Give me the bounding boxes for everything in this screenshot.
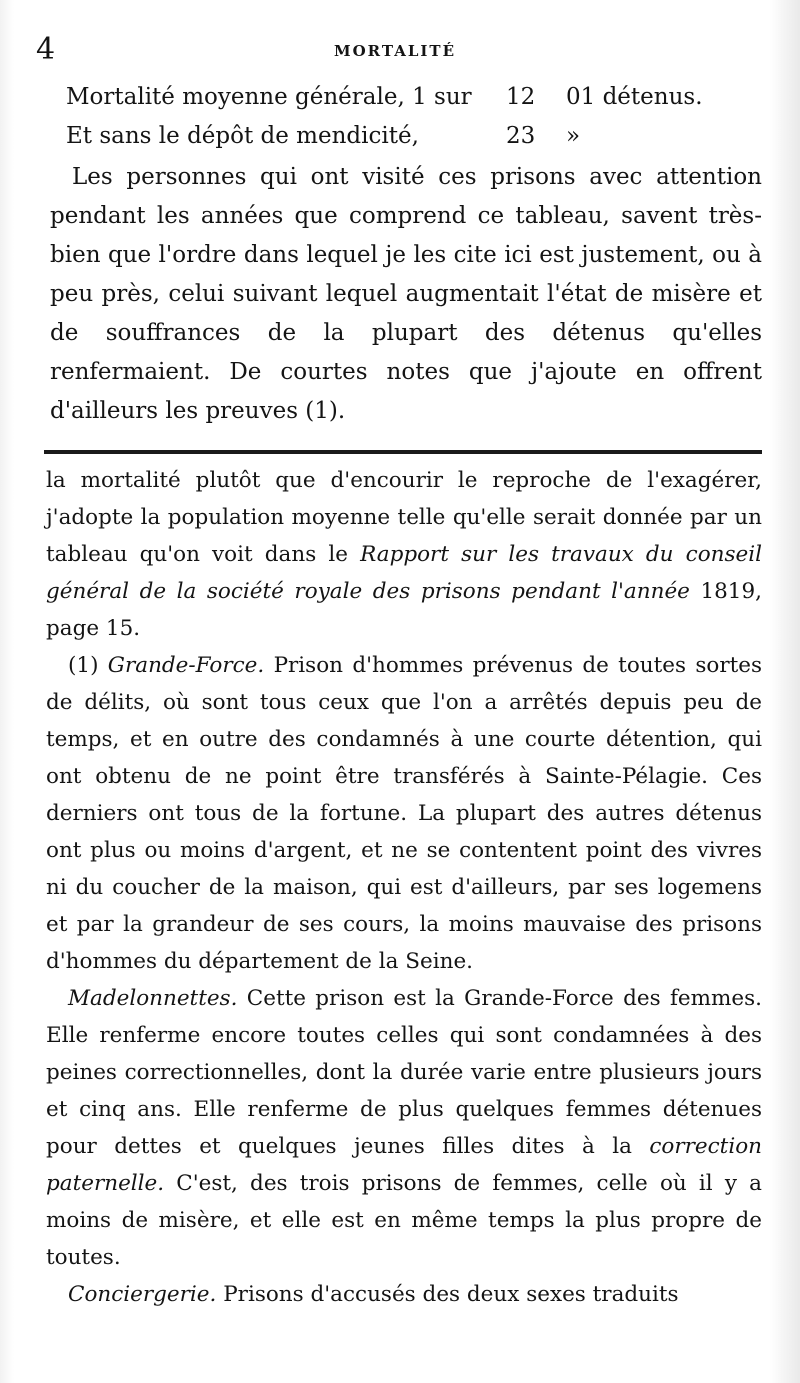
main-paragraph: Les personnes qui ont visité ces prisons avec attention pendant les années que comprend ce tableau, savent très-bien que l'ordre dans lequel je les cite ici est justement, ou à peu près, celui suivant lequel augmentait l'état de misère et de souffrances de la plupart des détenus qu'elles renfermaient. De courtes notes que j'ajoute en offrent d'ailleurs les preuves (1). (50, 164, 762, 424)
prison-name-grande-force: Grande-Force. (107, 653, 265, 678)
footnote-conciergerie (46, 1276, 762, 1313)
main-text (50, 78, 762, 431)
running-head: MORTALITÉ (333, 42, 456, 60)
madelonnettes-text-1: Cette prison est la Grande-Force des femmes. Elle renferme encore toutes celles qui sont condamnées à des peines correctionnelles, dont la durée varie entre plusieurs jours et cinq ans. Elle renferme de plus quelques femmes détenues pour dettes et quelques jeunes filles dites à la (46, 986, 762, 1159)
report-title: Rapport sur les travaux du conseil général de la société royale des prisons pendant l'année (46, 542, 762, 604)
footnotes (46, 462, 762, 1313)
summary-tail: » (566, 123, 581, 149)
footnote-rule (44, 450, 762, 454)
conciergerie-text: Prisons d'accusés des deux sexes traduits (216, 1282, 679, 1307)
summary-row-sans-depot (50, 117, 762, 156)
correction-paternelle: correction paternelle. (46, 1134, 762, 1196)
footnote-grande-force (46, 647, 762, 980)
summary-number: 23 (506, 123, 536, 149)
summary-label: Mortalité moyenne générale, 1 sur (66, 84, 472, 110)
continuation-text: la mortalité plutôt que d'encourir le reproche de l'exagérer, j'adopte la population moyenne telle qu'elle serait donnée par un tableau qu'on voit dans le (46, 468, 762, 567)
summary-label: Et sans le dépôt de mendicité, (66, 123, 419, 149)
madelonnettes-text-2: C'est, des trois prisons de femmes, celle où il y a moins de misère, et elle est en même temps la plus propre de toutes. (46, 1171, 762, 1270)
prison-name-madelonnettes: Madelonnettes. (68, 986, 238, 1011)
footnote-madelonnettes (46, 980, 762, 1276)
grande-force-text: Prison d'hommes prévenus de toutes sortes de délits, où sont tous ceux que l'on a arrêtés depuis peu de temps, et en outre des condamnés à une courte détention, qui ont obtenu de ne point être transférés à Sainte-Pélagie. Ces derniers ont tous de la fortune. La plupart des autres détenus ont plus ou moins d'argent, et ne se contentent point des vivres ni du coucher de la maison, qui est d'ailleurs, par ses logemens et par la grandeur de ses cours, la moins mauvaise des prisons d'hommes du département de la Seine. (46, 653, 762, 974)
footnote-continuation (46, 462, 762, 647)
footnote-marker: (1) (68, 653, 108, 678)
summary-tail: 01 détenus. (566, 84, 703, 110)
page-header (30, 30, 760, 70)
summary-row-general (50, 78, 762, 117)
summary-number: 12 (506, 84, 536, 110)
continuation-tail: 1819, page 15. (46, 579, 762, 641)
page-number: 4 (36, 32, 56, 67)
prison-name-conciergerie: Conciergerie. (68, 1282, 217, 1307)
